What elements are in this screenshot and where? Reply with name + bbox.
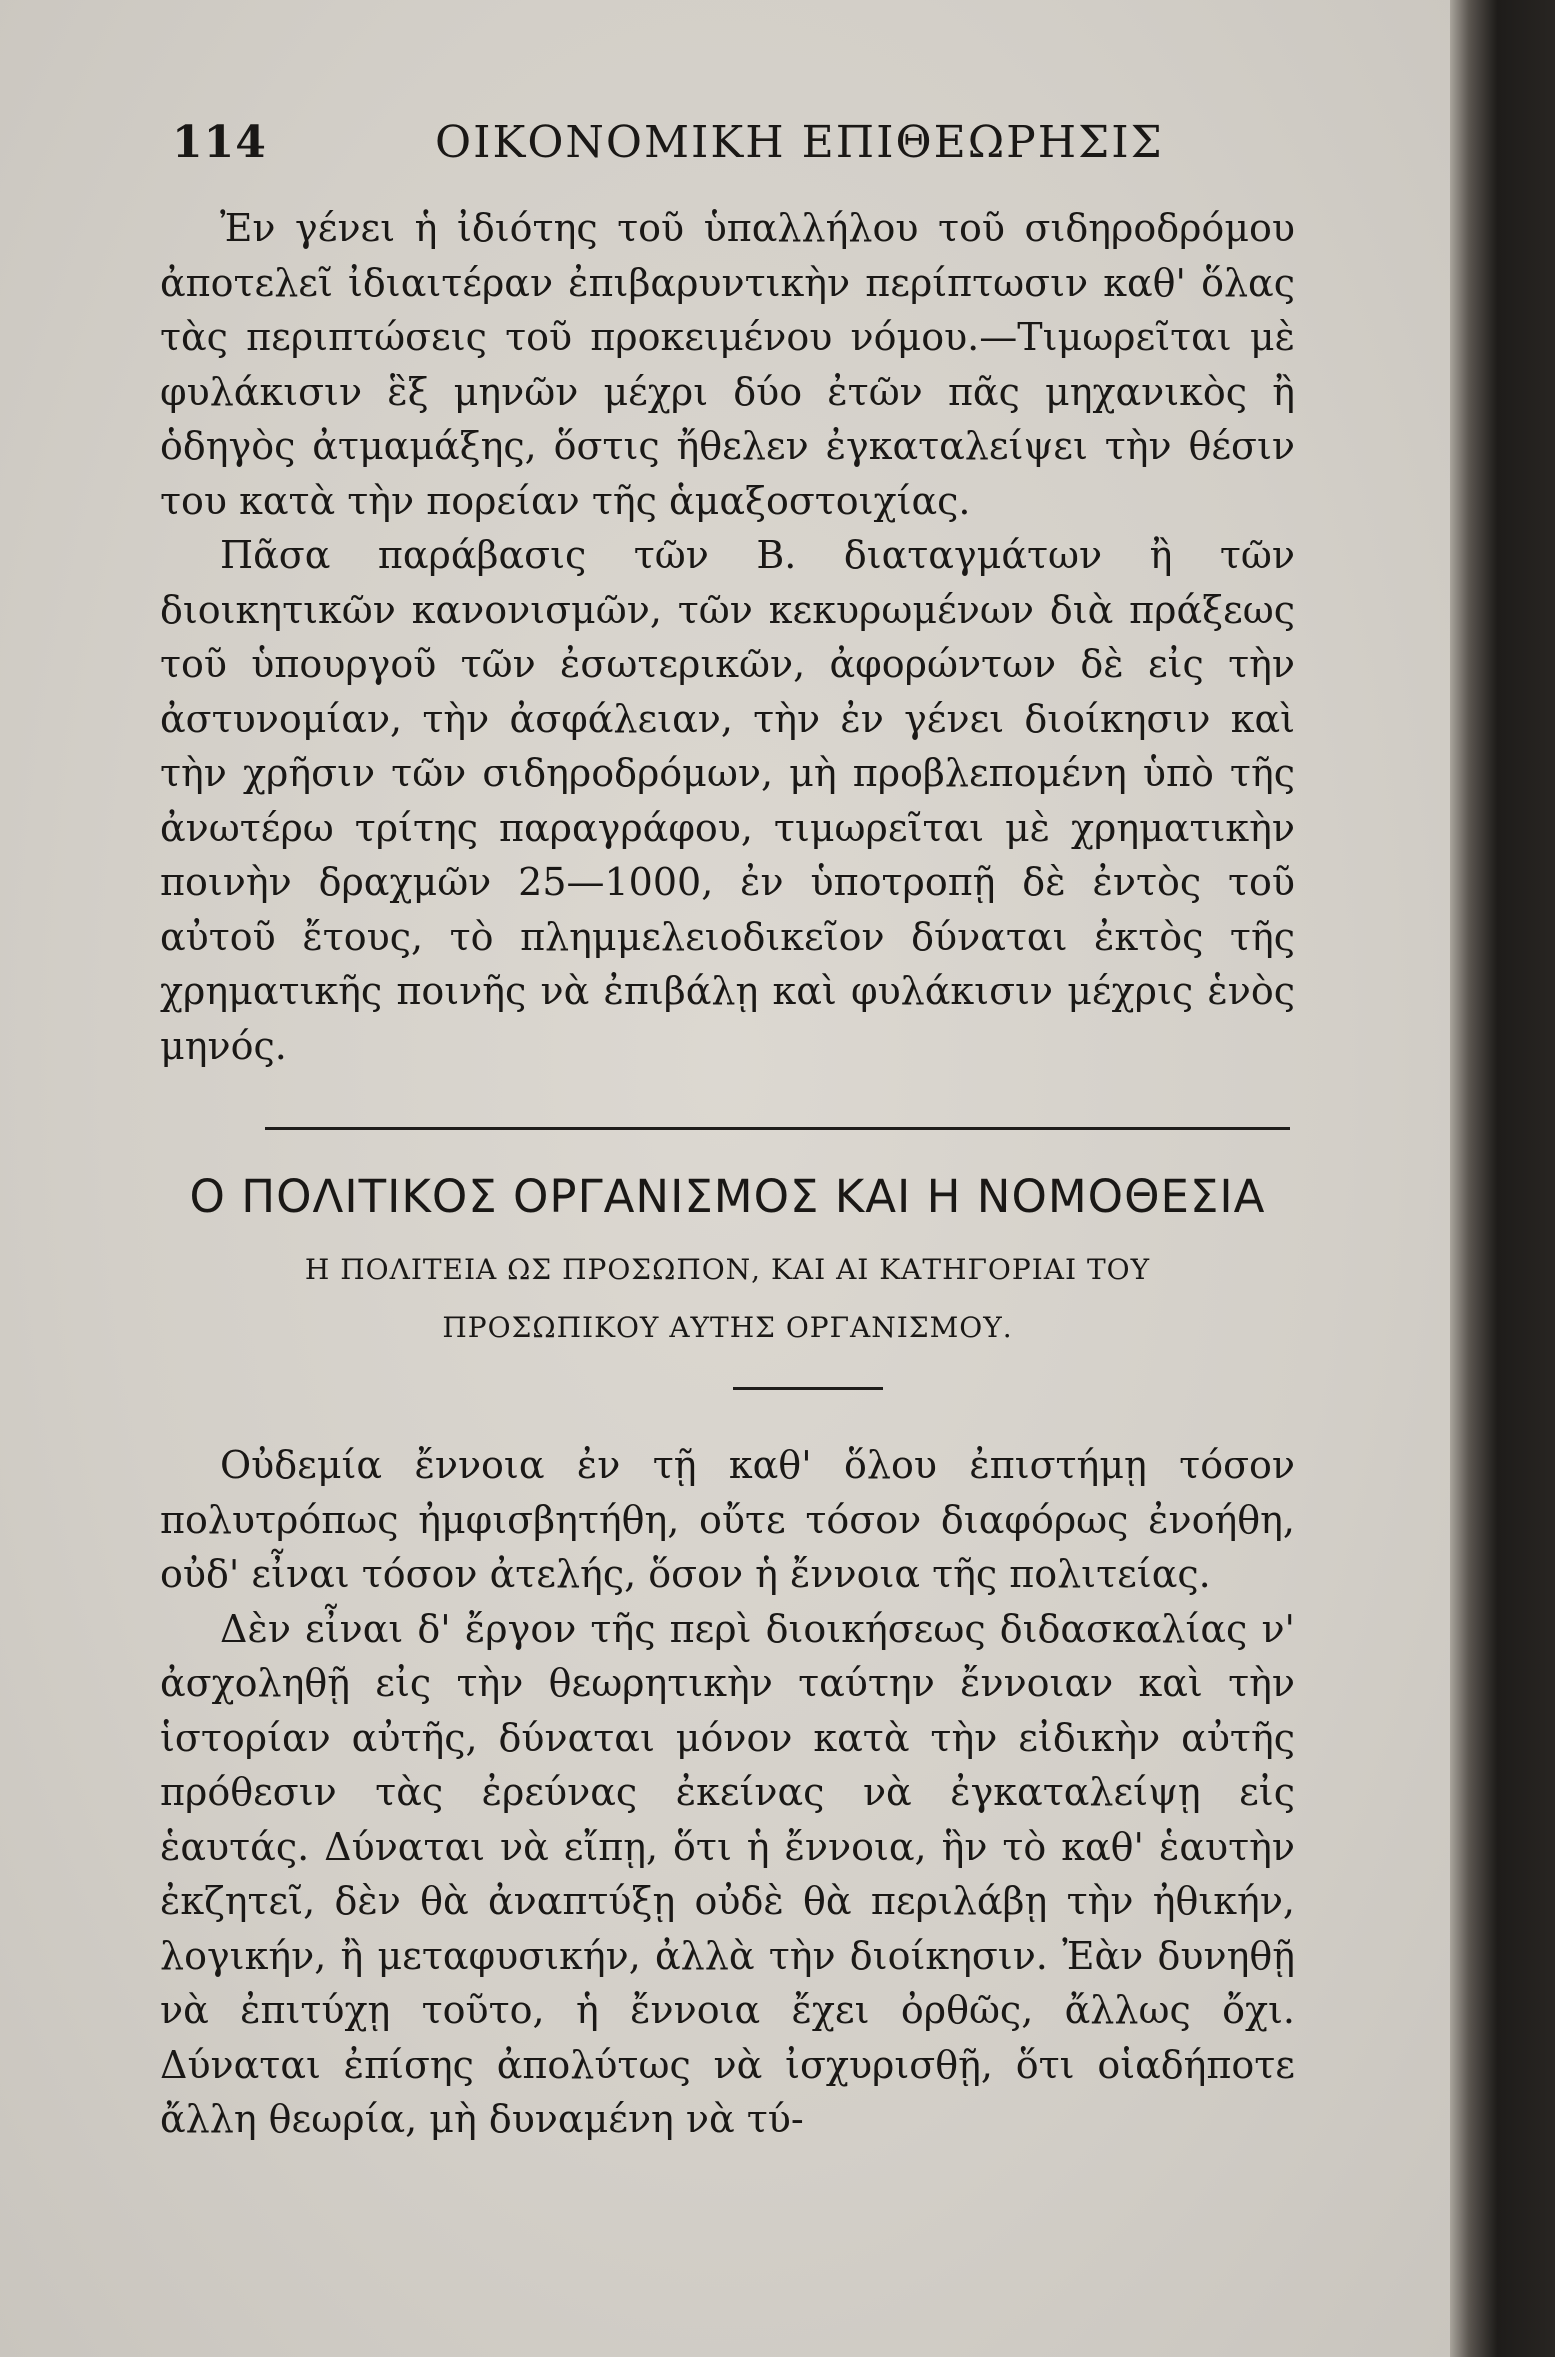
page-number: 114 (172, 117, 267, 168)
section-subheading: Η ΠΟΛΙΤΕΙΑ ΩΣ ΠΡΟΣΩΠΟΝ, ΚΑΙ ΑΙ ΚΑΤΗΓΟΡΙΑΙ ΤΟΥ ΠΡΟΣΩΠΙΚΟΥ ΑΥΤΗΣ ΟΡΓΑΝΙΣΜΟΥ. (304, 1253, 1151, 1344)
running-head (160, 105, 1295, 175)
paragraph-3: Οὐδεμία ἔννοια ἐν τῇ καθ' ὅλου ἐπιστήμῃ τόσον πολυτρόπως ἠμφισβητήθη, οὔτε τόσον διαφόρως ἐνοήθη, οὐδ' εἶναι τόσον ἀτελής, ὅσον ἡ ἔννοια τῆς πολιτείας. (160, 1443, 1295, 1596)
subheading-rule (733, 1387, 883, 1390)
paragraph-1: Ἐν γένει ἡ ἰδιότης τοῦ ὑπαλλήλου τοῦ σιδηροδρόμου ἀποτελεῖ ἰδιαιτέραν ἐπιβαρυντικὴν περίπτωσιν καθ' ὅλας τὰς περιπτώσεις τοῦ προκειμένου νόμου.—Τιμωρεῖται μὲ φυλάκισιν ἓξ μηνῶν μέχρι δύο ἐτῶν πᾶς μηχανικὸς ἢ ὁδηγὸς ἀτμαμάξης, ὅστις ἤθελεν ἐγκαταλείψει τὴν θέσιν του κατὰ τὴν πορείαν τῆς ἁμαξοστοιχίας. (160, 206, 1295, 523)
book-gutter-shadow (1450, 0, 1555, 2357)
section-heading: Ο ΠΟΛΙΤΙΚΟΣ ΟΡΓΑΝΙΣΜΟΣ ΚΑΙ Η ΝΟΜΟΘΕΣΙΑ (189, 1170, 1266, 1223)
paragraph-4: Δὲν εἶναι δ' ἔργον τῆς περὶ διοικήσεως διδασκαλίας ν' ἀσχοληθῇ εἰς τὴν θεωρητικὴν ταύτην ἔννοιαν καὶ τὴν ἱστορίαν αὐτῆς, δύναται μόνον κατὰ τὴν εἰδικὴν αὐτῆς πρόθεσιν τὰς ἐρεύνας ἐκείνας νὰ ἐγκαταλείψῃ εἰς ἑαυτάς. Δύναται νὰ εἴπῃ, ὅτι ἡ ἔννοια, ἣν τὸ καθ' ἑαυτὴν ἐκζητεῖ, δὲν θὰ ἀναπτύξῃ οὐδὲ θὰ περιλάβῃ τὴν ἠθικήν, λογικήν, ἢ μεταφυσικήν, ἀλλὰ τὴν διοίκησιν. Ἐὰν δυνηθῇ νὰ ἐπιτύχῃ τοῦτο, ἡ ἔννοια ἔχει ὀρθῶς, ἄλλως ὄχι. Δύναται ἐπίσης ἀπολύτως νὰ ἰσχυρισθῇ, ὅτι οἱαδήποτε ἄλλη θεωρία, μὴ δυναμένη νὰ τύ- (160, 1606, 1295, 2141)
running-title: ΟΙΚΟΝΟΜΙΚΗ ΕΠΙΘΕΩΡΗΣΙΣ (435, 117, 1164, 168)
text-block (160, 105, 1295, 2147)
paragraph-2: Πᾶσα παράβασις τῶν Β. διαταγμάτων ἢ τῶν διοικητικῶν κανονισμῶν, τῶν κεκυρωμένων διὰ πράξεως τοῦ ὑπουργοῦ τῶν ἐσωτερικῶν, ἀφορώντων δὲ εἰς τὴν ἀστυνομίαν, τὴν ἀσφάλειαν, τὴν ἐν γένει διοίκησιν καὶ τὴν χρῆσιν τῶν σιδηροδρόμων, μὴ προβλεπομένη ὑπὸ τῆς ἀνωτέρω τρίτης παραγράφου, τιμωρεῖται μὲ χρηματικὴν ποινὴν δραχμῶν 25—1000, ἐν ὑποτροπῇ δὲ ἐντὸς τοῦ αὐτοῦ ἔτους, τὸ πλημμελειοδικεῖον δύναται ἐκτὸς τῆς χρηματικῆς ποινῆς νὰ ἐπιβάλῃ καὶ φυλάκισιν μέχρις ἑνὸς μηνός. (160, 533, 1295, 1068)
section-divider (265, 1127, 1290, 1130)
